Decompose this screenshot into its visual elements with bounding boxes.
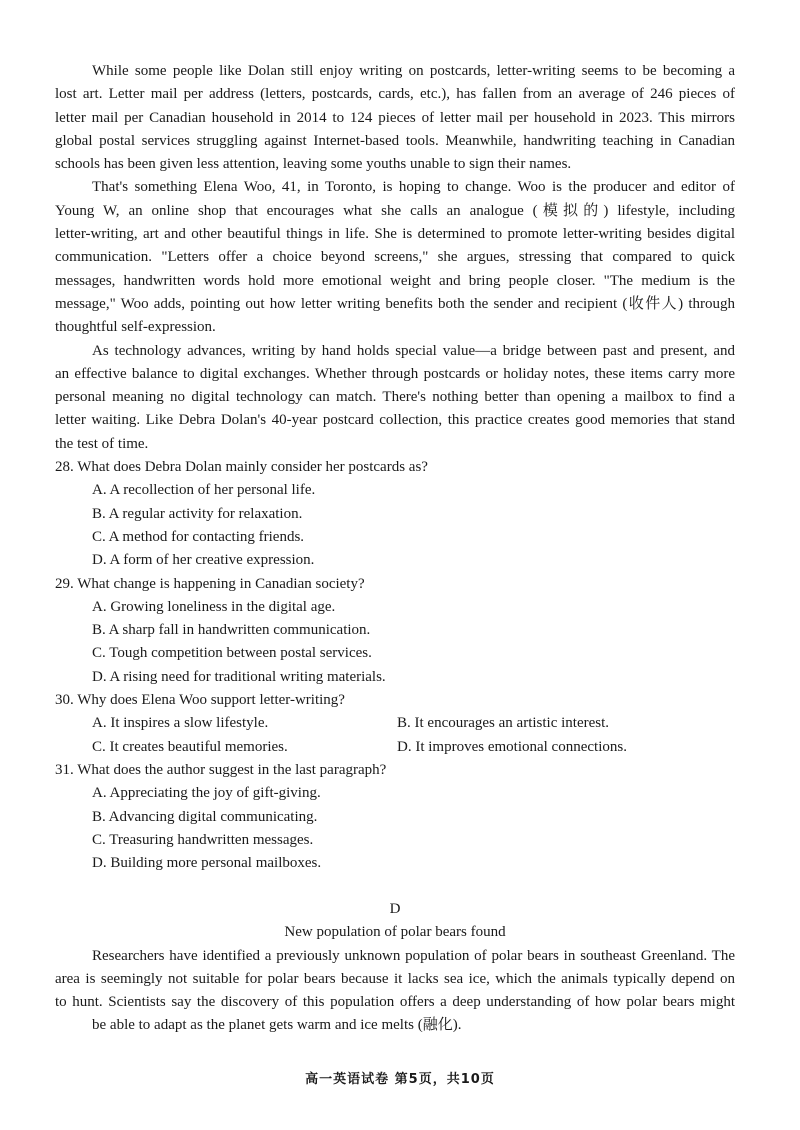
paragraph-2 [55, 176, 735, 339]
passage-title: New population of polar bears found [284, 924, 506, 941]
text-line: While some people like Dolan still enjoy writing on postcards, letter-writing seems to be becoming a [92, 63, 735, 79]
text-line: the test of time. [55, 435, 149, 452]
text-line: That's something Elena Woo, 41, in Toronto, is hoping to change. Woo is the producer and editor of [92, 179, 735, 196]
section-label: D [389, 901, 401, 917]
passage-c [55, 60, 735, 875]
passage-d [55, 898, 735, 1038]
text-line: personal meaning no digital technology can match. There's nothing better than opening a mailbox to find a [55, 389, 735, 406]
question-31 [55, 759, 735, 875]
text-line: be able to adapt as the planet gets warm and ice melts (融化). [92, 1017, 462, 1034]
option-c: C. A method for contacting friends. [92, 528, 305, 545]
question-29 [55, 573, 735, 689]
option-a: A. Appreciating the joy of gift-giving. [92, 785, 321, 802]
option-c: C. Tough competition between postal services. [92, 645, 372, 662]
text-line: letter mail per Canadian household in 2014 to 124 pieces of letter mail per household in 2023. This mirrors [55, 109, 735, 126]
page-footer: 高一英语试卷 第5页，共10页 [305, 1072, 495, 1087]
text-line: As technology advances, writing by hand holds special value—a bridge between past and present, and [92, 342, 735, 359]
question-30 [55, 689, 735, 759]
question-stem: 30. Why does Elena Woo support letter-writing? [55, 692, 345, 709]
text-line: thoughtful self-expression. [55, 319, 216, 336]
text-line: messages, handwritten words hold more emotional weight and bring people closer. "The medium is the [55, 272, 735, 289]
text-line: message," Woo adds, pointing out how letter writing benefits both the sender and recipient (收件人) through [55, 295, 735, 312]
option-b: B. Advancing digital communicating. [92, 808, 318, 825]
text-line: area is seemingly not suitable for polar bears because it lacks sea ice, which the animals typically depend on [55, 970, 735, 987]
options-row [55, 736, 735, 759]
text-line: to hunt. Scientists say the discovery of this population offers a deep understanding of how polar bears might [55, 994, 735, 1011]
option-d: D. Building more personal mailboxes. [92, 855, 322, 872]
question-28 [55, 456, 735, 572]
text-line: an effective balance to digital exchanges. Whether through postcards or holiday notes, these items carry more [55, 365, 735, 382]
option-d: D. A form of her creative expression. [92, 552, 315, 569]
question-stem: 29. What change is happening in Canadian society? [55, 575, 365, 592]
text-line: Young W, an online shop that encourages what she calls an analogue (模拟的) lifestyle, including [55, 202, 735, 219]
question-stem: 31. What does the author suggest in the last paragraph? [55, 761, 387, 778]
option-b: B. A sharp fall in handwritten communication. [92, 622, 371, 639]
option-a: A. Growing loneliness in the digital age. [92, 598, 336, 615]
option-c: C. It creates beautiful memories. [92, 738, 288, 755]
options-row [55, 712, 735, 735]
option-c: C. Treasuring handwritten messages. [92, 831, 314, 848]
text-line: Researchers have identified a previously unknown population of polar bears in southeast Greenland. The [92, 947, 735, 964]
text-line: schools has been given less attention, leaving some youths unable to sign their names. [55, 156, 572, 173]
option-b: B. A regular activity for relaxation. [92, 505, 303, 522]
text-line: letter-writing, art and other beautiful things in life. She is determined to promote letter-writing besides digital [55, 226, 735, 243]
option-b: B. It encourages an artistic interest. [397, 715, 610, 732]
option-d: D. It improves emotional connections. [397, 738, 627, 755]
option-d: D. A rising need for traditional writing materials. [92, 668, 386, 685]
text-line: communication. "Letters offer a choice beyond screens," she argues, stressing that compared to quick [55, 249, 735, 266]
text-line: lost art. Letter mail per address (letters, postcards, cards, etc.), has fallen from an average of 246 pieces of [55, 86, 735, 103]
paragraph-1 [55, 60, 735, 176]
text-line: global postal services struggling against Internet-based tools. Meanwhile, handwriting teaching in Canadian [55, 132, 735, 149]
text-line: letter waiting. Like Debra Dolan's 40-year postcard collection, this practice creates good memories that stand [55, 412, 735, 429]
option-a: A. A recollection of her personal life. [92, 482, 316, 499]
paragraph-3 [55, 340, 735, 456]
option-a: A. It inspires a slow lifestyle. [92, 715, 269, 732]
question-stem: 28. What does Debra Dolan mainly consider her postcards as? [55, 459, 428, 476]
